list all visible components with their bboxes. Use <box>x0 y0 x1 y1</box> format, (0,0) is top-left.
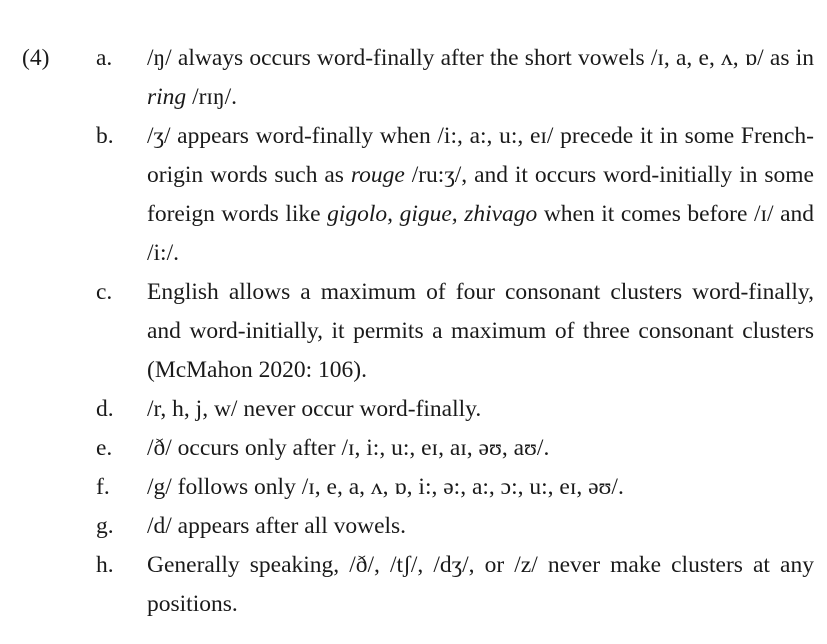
item-label: g. <box>96 513 114 539</box>
item-text <box>147 39 814 117</box>
item-text <box>147 546 814 624</box>
item-text <box>147 117 814 273</box>
item-label: c. <box>96 279 113 305</box>
item-text-segment: /g/ follows only /ɪ, e, a, ʌ, ɒ, i:, ə:, a:, ɔ:, u:, eɪ, əʊ/. <box>147 474 624 500</box>
item-text <box>147 468 814 507</box>
item-text-segment-italic: rouge <box>350 162 405 188</box>
item-label: h. <box>96 552 114 578</box>
item-text-segment: /ð/ occurs only after /ɪ, i:, u:, eɪ, aɪ, əʊ, aʊ/. <box>147 435 550 461</box>
list-item-f <box>96 468 814 507</box>
item-label: a. <box>96 45 113 71</box>
item-text-segment-italic: gigolo, gigue, zhivago <box>327 201 538 227</box>
list-item-e <box>96 429 814 468</box>
item-text-segment: /ʒ/ appears word-finally when /i:, a:, u:, eɪ/ precede it in some French-origin words such as <box>147 123 814 188</box>
item-label: e. <box>96 435 113 461</box>
item-text-segment: when it comes before /ɪ/ and /i:/. <box>147 201 814 266</box>
item-label: b. <box>96 123 114 149</box>
item-text-segment: /d/ appears after all vowels. <box>147 513 407 539</box>
item-text-segment: /ru:ʒ/, and it occurs word-initially in some foreign words like <box>147 162 814 227</box>
item-text-segment: Generally speaking, /ð/, /tʃ/, /dʒ/, or /z/ never make clusters at any positions. <box>147 552 814 617</box>
item-text-segment: /r, h, j, w/ never occur word-finally. <box>147 396 482 422</box>
item-text <box>147 507 814 546</box>
item-text-segment: English allows a maximum of four consonant clusters word-finally, and word-initially, it permits a maximum of three consonant clusters (McMahon 2020: 106). <box>147 279 814 383</box>
item-text <box>147 390 814 429</box>
item-text <box>147 429 814 468</box>
item-text-segment-italic: ring <box>147 84 187 110</box>
list-item-a <box>96 39 814 117</box>
item-text-segment: /ŋ/ always occurs word-finally after the short vowels /ɪ, a, e, ʌ, ɒ/ as in <box>147 45 814 71</box>
item-text-segment: /rɪŋ/. <box>186 84 237 110</box>
list-item-c <box>96 273 814 390</box>
list-item-g <box>96 507 814 546</box>
item-label: d. <box>96 396 114 422</box>
list-item-d <box>96 390 814 429</box>
list-item-b <box>96 117 814 273</box>
example-number: (4) <box>22 45 50 71</box>
item-label: f. <box>96 474 110 500</box>
list-item-h <box>96 546 814 624</box>
item-text <box>147 273 814 390</box>
